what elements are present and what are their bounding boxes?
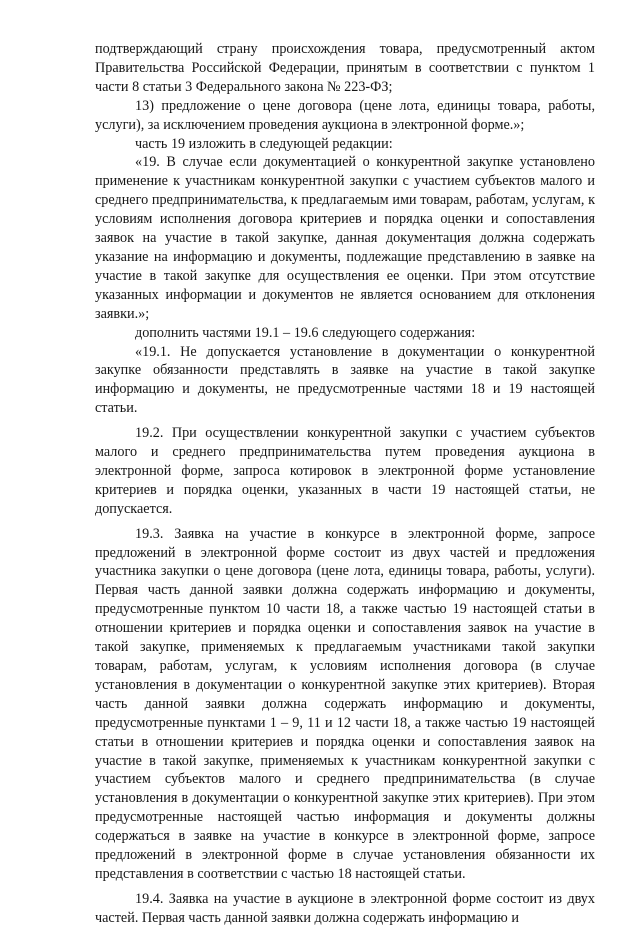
document-body xyxy=(95,40,595,928)
paragraph-continuation: подтверждающий страну происхождения товара, предусмотренный актом Правительства Российской Федерации, принятым в соответствии с пунктом 1 части 8 статьи 3 Федерального закона № 223-ФЗ; xyxy=(95,41,595,95)
paragraph-part-19-4: 19.4. Заявка на участие в аукционе в электронной форме состоит из двух частей. Первая часть данной заявки должна содержать информацию и xyxy=(95,890,595,926)
paragraph-part-19-1: «19.1. Не допускается установление в документации о конкурентной закупке обязанности представлять в заявке на участие в такой закупке информацию и документы, не предусмотренные частями 18 и 19 настоящей статьи. xyxy=(95,343,595,417)
paragraph-item-13: 13) предложение о цене договора (цене лота, единицы товара, работы, услуги), за исключением проведения аукциона в электронной форме.»; xyxy=(95,97,595,133)
paragraph-add-parts-instruction: дополнить частями 19.1 – 19.6 следующего содержания: xyxy=(135,324,476,341)
paragraph-part-19-2: 19.2. При осуществлении конкурентной закупки с участием субъектов малого и среднего предпринимательства путем проведения аукциона в электронной форме, запроса котировок в электронной форме установление критериев и порядка оценки, указанных в части 19 настоящей статьи, не допускается. xyxy=(95,425,595,517)
paragraph-part-19: «19. В случае если документацией о конкурентной закупке установлено применение к участникам конкурентной закупки с участием субъектов малого и среднего предпринимательства, к предлагаемым ими товарам, работам, услугам, к условиям исполнения договора критериев и порядка оценки и сопоставления заявок на участие в такой закупке, данная документация должна содержать указание на информацию и документы, подлежащие представлению в заявке на участие в такой закупке для осуществления ее оценки. При этом отсутствие указанных информации и документов не является основанием для отклонения заявки.»; xyxy=(95,154,595,322)
paragraph-part-19-3: 19.3. Заявка на участие в конкурсе в электронной форме, запросе предложений в электронной форме состоит из двух частей и предложения участника закупки о цене договора (цене лота, единицы товара, работы, услуги). Первая часть данной заявки должна содержать информацию и документы, предусмотренные пунктом 10 части 18, а также частью 19 настоящей статьи в отношении критериев и порядка оценки и сопоставления заявок на участие в такой закупке, применяемых к предлагаемым участниками такой закупки товарам, работам, услугам, к условиям исполнения договора (в случае установления в документации о конкурентной закупке этих критериев). Вторая часть данной заявки должна содержать информацию и документы, предусмотренные пунктами 1 – 9, 11 и 12 части 18, а также частью 19 настоящей статьи в отношении критериев и порядка оценки и сопоставления заявок на участие в такой закупке, применяемых к участникам конкурентной закупки с участием субъектов малого и среднего предпринимательства (в случае установления в документации о конкурентной закупке этих критериев). При этом предусмотренные настоящей частью информация и документы должны содержаться в заявке на участие в конкурсе в электронной форме, запросе предложений в электронной форме в случае установления обязанности их представления в соответствии с частью 18 настоящей статьи. xyxy=(95,525,595,882)
paragraph-part-19-instruction: часть 19 изложить в следующей редакции: xyxy=(135,135,393,152)
